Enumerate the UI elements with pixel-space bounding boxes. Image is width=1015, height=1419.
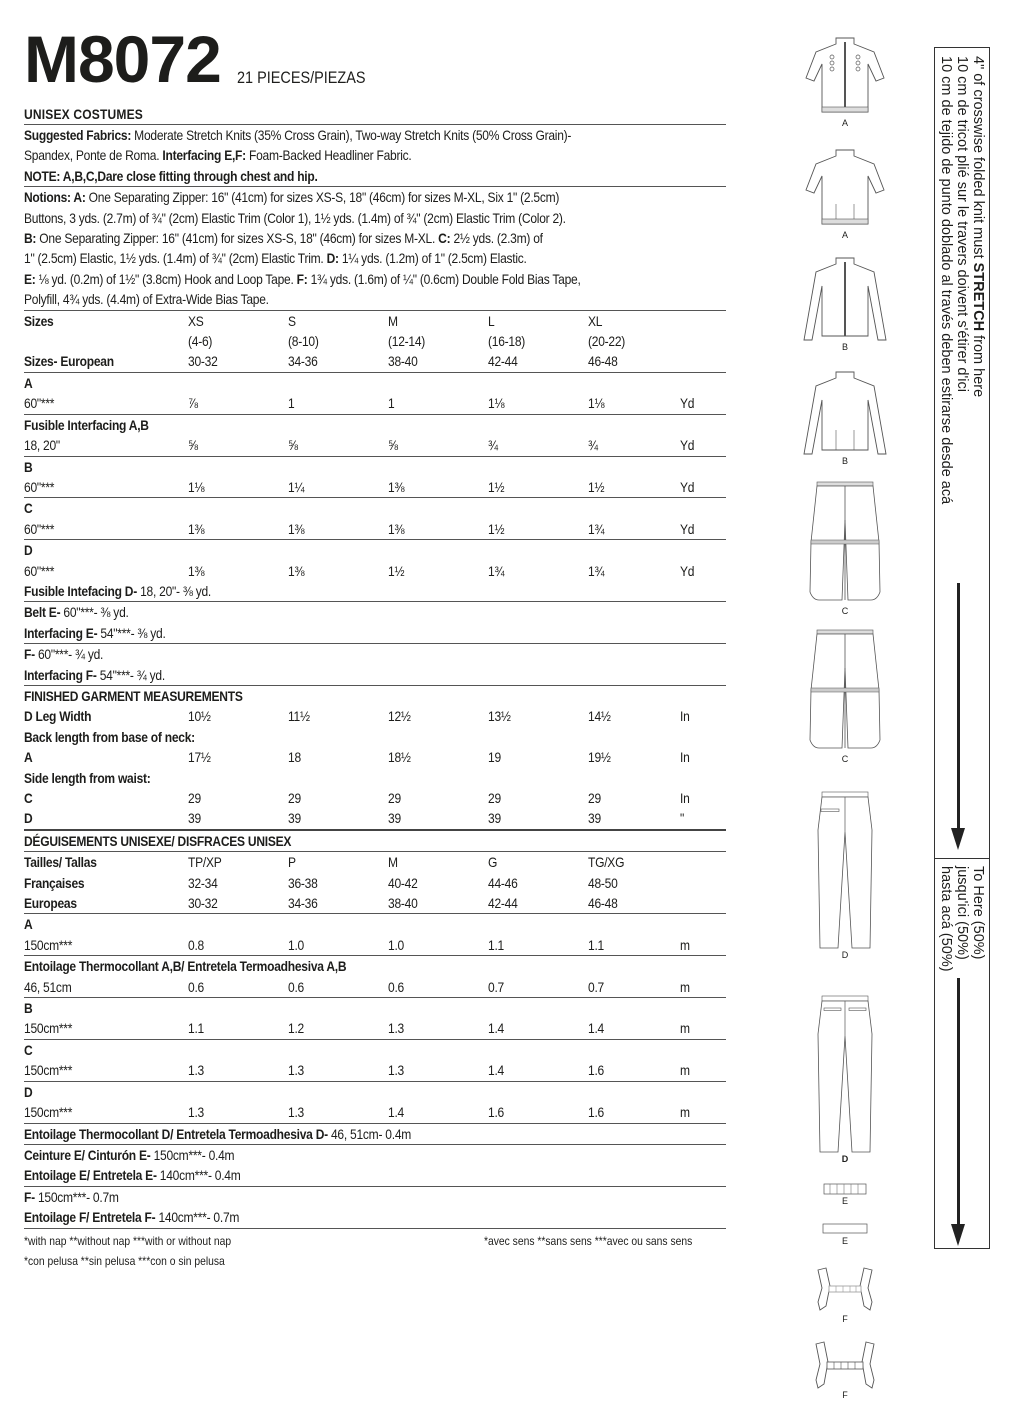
stretch-arrow-line xyxy=(957,583,960,833)
view-e-belt-front-drawing: E xyxy=(790,1182,900,1206)
stretch-gauge xyxy=(934,47,990,1249)
jacket-long-sleeve-back-icon xyxy=(800,370,890,456)
yardage-row-d: D 60"*** 1⅜ 1⅜ 1½ 1¾ 1¾ Yd xyxy=(24,542,695,579)
view-a-back-drawing: A xyxy=(790,146,900,240)
jacket-long-sleeve-front-icon xyxy=(800,256,890,342)
finished-measurements: FINISHED GARMENT MEASUREMENTS D Leg Width 10½ 11½ 12½ 13½ 14½ In Back length from base of neck: A 17½ 18 18½ 19 19½ In Side length from waist: C 29 29 29 29 29 In D 39 39 39 39 39 " xyxy=(24,687,690,827)
yardage-row-a: A 60"*** ⅞ 1 1 1⅛ 1⅛ Yd xyxy=(24,374,695,412)
belt-e-yardage: Belt E- 60"***- ⅜ yd. Interfacing E- 54"***- ⅜ yd. xyxy=(24,604,166,641)
jacket-short-sleeve-front-icon xyxy=(800,34,890,118)
notions: Notions: A: One Separating Zipper: 16" (41cm) for sizes XS-S, 18" (46cm) for sizes M-XL, Six 1" (2.5cm) Buttons, 3 yds. (2.7m) of ¾" (2cm) Elastic Trim (Color 1), 1½ yds. (1.4m) of ¾" (2cm) Elastic Trim (Color 2). B: One Separating Zipper: 16" (41cm) for sizes XS-S, 18" (46cm) for sizes M-XL. C: 2½ yds. (2.3m) of 1" (2.5cm) Elastic, 1½ yds. (1.4m) of ¾" (2cm) Elastic Trim. D: 1¼ yds. (1.2m) of 1" (2.5cm) Elastic. E: ⅛ yd. (0.2m) of 1½" (3.8cm) Hook and Loop Tape. F: 1¾ yds. (1.6m) of ¼" (0.6cm) Double Fold Bias Tape, Polyfill, 4¾ yds. (4.4m) of Extra-Wide Bias Tape. xyxy=(24,189,581,308)
sizes-table: Sizes XS S M L XL (4-6) (8-10) (12-14) (16-18) (20-22) Sizes- European 30-32 34-36 38-40 42-44 46-48 xyxy=(24,312,626,370)
entoilage-d: Entoilage Thermocollant D/ Entretela Termoadhesiva D- 46, 51cm- 0.4m xyxy=(24,1125,412,1142)
to-here-fr: jusqu'ici (50%) xyxy=(954,866,970,960)
metric-row-b: B 150cm*** 1.1 1.2 1.3 1.4 1.4 m xyxy=(24,1000,690,1037)
view-a-front-drawing: A xyxy=(790,34,900,128)
section-title-unisex-costumes: UNISEX COSTUMES xyxy=(24,106,143,122)
yardage-row-fusible-ab: Fusible Interfacing A,B 18, 20" ⅝ ⅝ ⅝ ¾ ¾ Yd xyxy=(24,416,695,454)
footnote-es: *con pelusa **sin pelusa ***con o sin pelusa xyxy=(24,1253,225,1268)
view-b-front-drawing: B xyxy=(790,256,900,352)
yardage-row-c: C 60"*** 1⅜ 1⅜ 1⅜ 1½ 1¾ Yd xyxy=(24,500,695,537)
metric-row-a: A 150cm*** 0.8 1.0 1.0 1.1 1.1 m xyxy=(24,916,690,953)
stretch-gauge-fr: 10 cm de tricot plié sur le travers doivent s'étirer d'ici xyxy=(954,56,970,392)
view-c-back-drawing: C xyxy=(790,628,900,764)
jacket-short-sleeve-back-icon xyxy=(800,146,890,230)
view-f-front-drawing: F xyxy=(790,1266,900,1324)
stretch-gauge-en: 4" of crosswise folded knit must STRETCH from here xyxy=(970,56,986,398)
pants-gathered-front-icon xyxy=(805,480,885,606)
footnote-fr: *avec sens **sans sens ***avec ou sans sens xyxy=(483,1233,693,1248)
view-f-back-drawing: F xyxy=(790,1340,900,1400)
harness-back-icon xyxy=(810,1340,880,1390)
suggested-fabrics: Suggested Fabrics: Moderate Stretch Knits (35% Cross Grain), Two-way Stretch Knits (50% Cross Grain)- Spandex, Ponte de Roma. Interfacing E,F: Foam-Backed Headliner Fabric. NOTE: A,B,C,Dare close fitting through chest and hip. xyxy=(24,127,572,184)
to-here-es: hasta acá (50%) xyxy=(938,866,954,972)
stretch-gauge-es: 10 cm de tejido de punto doblado al través deben estirarse desde acá xyxy=(938,56,954,505)
pants-slim-back-icon xyxy=(810,994,880,1154)
metric-section-title: DÉGUISEMENTS UNISEXE/ DISFRACES UNISEX xyxy=(24,832,292,849)
metric-f: F- 150cm***- 0.7m Entoilage F/ Entretela F- 140cm***- 0.7m xyxy=(24,1188,240,1226)
view-c-front-drawing: C xyxy=(790,480,900,616)
harness-front-icon xyxy=(810,1266,880,1314)
metric-sizes: Tailles/ Tallas TP/XP P M G TG/XG Françaises 32-34 36-38 40-42 44-46 48-50 Europeas 30-32 34-36 38-40 42-44 46-48 xyxy=(24,854,625,912)
f-yardage: F- 60"***- ¾ yd. Interfacing F- 54"***- ¾ yd. xyxy=(24,646,165,683)
ceinture-e: Ceinture E/ Cinturón E- 150cm***- 0.4m Entoilage E/ Entretela E- 140cm***- 0.4m xyxy=(24,1146,241,1184)
pants-gathered-back-icon xyxy=(805,628,885,754)
view-e-belt-back-drawing: E xyxy=(790,1222,900,1246)
belt-plain-icon xyxy=(815,1222,875,1236)
footnotes xyxy=(24,1231,726,1271)
metric-row-d: D 150cm*** 1.3 1.3 1.4 1.6 1.6 m xyxy=(24,1083,690,1121)
pattern-number: M8072 xyxy=(24,22,221,96)
header xyxy=(24,18,726,96)
fusible-interfacing-d: Fusible Intefacing D- 18, 20"- ⅜ yd. xyxy=(24,582,212,599)
arrow-down-icon xyxy=(951,1224,965,1246)
metric-row-c: C 150cm*** 1.3 1.3 1.3 1.4 1.6 m xyxy=(24,1041,690,1079)
to-here-en: To Here (50%) xyxy=(970,866,986,960)
metric-row-entoilage-ab: Entoilage Thermocollant A,B/ Entretela Termoadhesiva A,B 46, 51cm 0.6 0.6 0.6 0.7 0.7 m xyxy=(24,958,690,995)
view-b-back-drawing: B xyxy=(790,370,900,466)
to-here-arrow-line xyxy=(957,978,960,1228)
view-d-front-drawing: D xyxy=(790,790,900,960)
yardage-row-b: B 60"*** 1⅛ 1¼ 1⅜ 1½ 1½ Yd xyxy=(24,458,695,495)
pants-slim-front-icon xyxy=(810,790,880,950)
footnote-en: *with nap **without nap ***with or without nap xyxy=(24,1233,232,1248)
arrow-down-icon xyxy=(951,828,965,850)
pattern-envelope-back xyxy=(24,18,726,1271)
fabric-note: NOTE: A,B,C,Dare close fitting through chest and hip. xyxy=(24,167,318,184)
piece-count: 21 PIECES/PIEZAS xyxy=(236,68,366,87)
belt-segmented-icon xyxy=(815,1182,875,1196)
view-d-back-drawing: D xyxy=(790,994,900,1164)
